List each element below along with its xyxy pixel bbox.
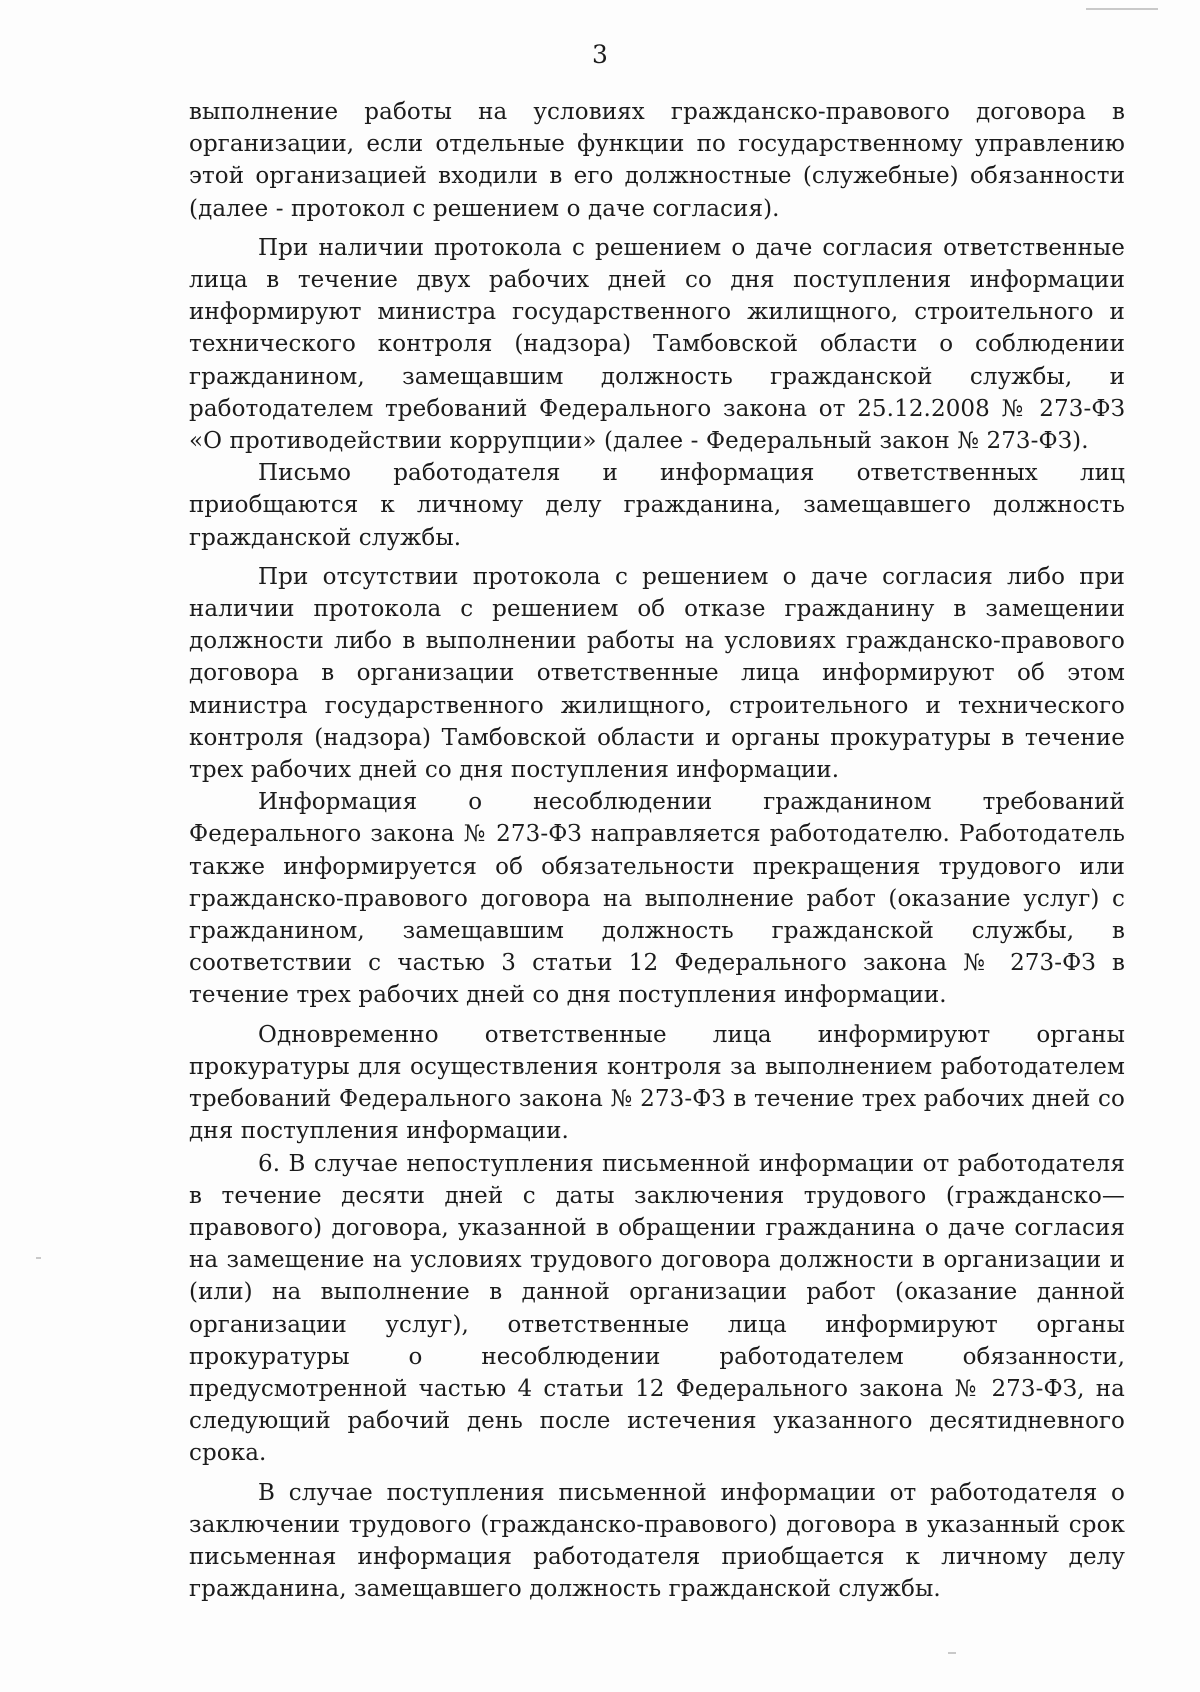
page-number: 3 [592,40,608,69]
scan-artifact-bottom [948,1652,956,1654]
scan-artifact-left [36,1257,41,1259]
paragraph-written-info: В случае поступления письменной информации от работодателя о заключении трудового (гражданско-правового) договора в указанный срок письменная информация работодателя приобщается к личному делу гражданина, замещавшего должность гражданской службы. [189,1479,1125,1603]
paragraph-noncompliance-info: Информация о несоблюдении гражданином требований Федерального закона № 273-ФЗ направляется работодателю. Работодатель также информируется об обязательности прекращения трудового или гражданско-правового договора на выполнение работ (оказание услуг) с гражданином, замещавшим должность гражданской службы, в соответствии с частью 3 статьи 12 Федерального закона № 273-ФЗ в течение трех рабочих дней со дня поступления информации. [189,789,1125,1009]
paragraph-refusal-protocol: При отсутствии протокола с решением о даче согласия либо при наличии протокола с решением об отказе гражданину в замещении должности либо в выполнении работы на условиях гражданско-правового договора в организации ответственные лица информируют об этом министра государственного жилищного, строительного и технического контроля (надзора) Тамбовской области и органы прокуратуры в течение трех рабочих дней со дня поступления информации. [189,563,1125,784]
document-body [189,96,1125,1605]
paragraph-prosecutor-notice: Одновременно ответственные лица информируют органы прокуратуры для осуществления контроля за выполнением работодателем требований Федерального закона № 273-ФЗ в течение трех рабочих дней со дня поступления информации. [189,1021,1125,1145]
paragraph-continuation: выполнение работы на условиях гражданско-правового договора в организации, если отдельные функции по государственному управлению этой организацией входили в его должностные (служебные) обязанности (далее - протокол с решением о даче согласия). [189,99,1125,222]
paragraph-consent-protocol: При наличии протокола с решением о даче согласия ответственные лица в течение двух рабочих дней со дня поступления информации информируют министра государственного жилищного, строительного и технического контроля (надзора) Тамбовской области о соблюдении гражданином, замещавшим должность гражданской службы, и работодателем требований Федерального закона от 25.12.2008 № 273-ФЗ «О противодействии коррупции» (далее - Федеральный закон № 273-ФЗ). [189,234,1125,455]
scan-artifact-top [1086,8,1158,10]
paragraph-employer-letter: Письмо работодателя и информация ответственных лиц приобщаются к личному делу гражданина, замещавшего должность гражданской службы. [189,460,1125,551]
paragraph-item-6: 6. В случае непоступления письменной информации от работодателя в течение десяти дней с даты заключения трудового (гражданско—правового) договора, указанной в обращении гражданина о даче согласия на замещение на условиях трудового договора должности в организации и (или) на выполнение в данной организации работ (оказание данной организации услуг), ответственные лица информируют органы прокуратуры о несоблюдении работодателем обязанности, предусмотренной частью 4 статьи 12 Федерального закона № 273-ФЗ, на следующий рабочий день после истечения указанного десятидневного срока. [189,1150,1125,1467]
